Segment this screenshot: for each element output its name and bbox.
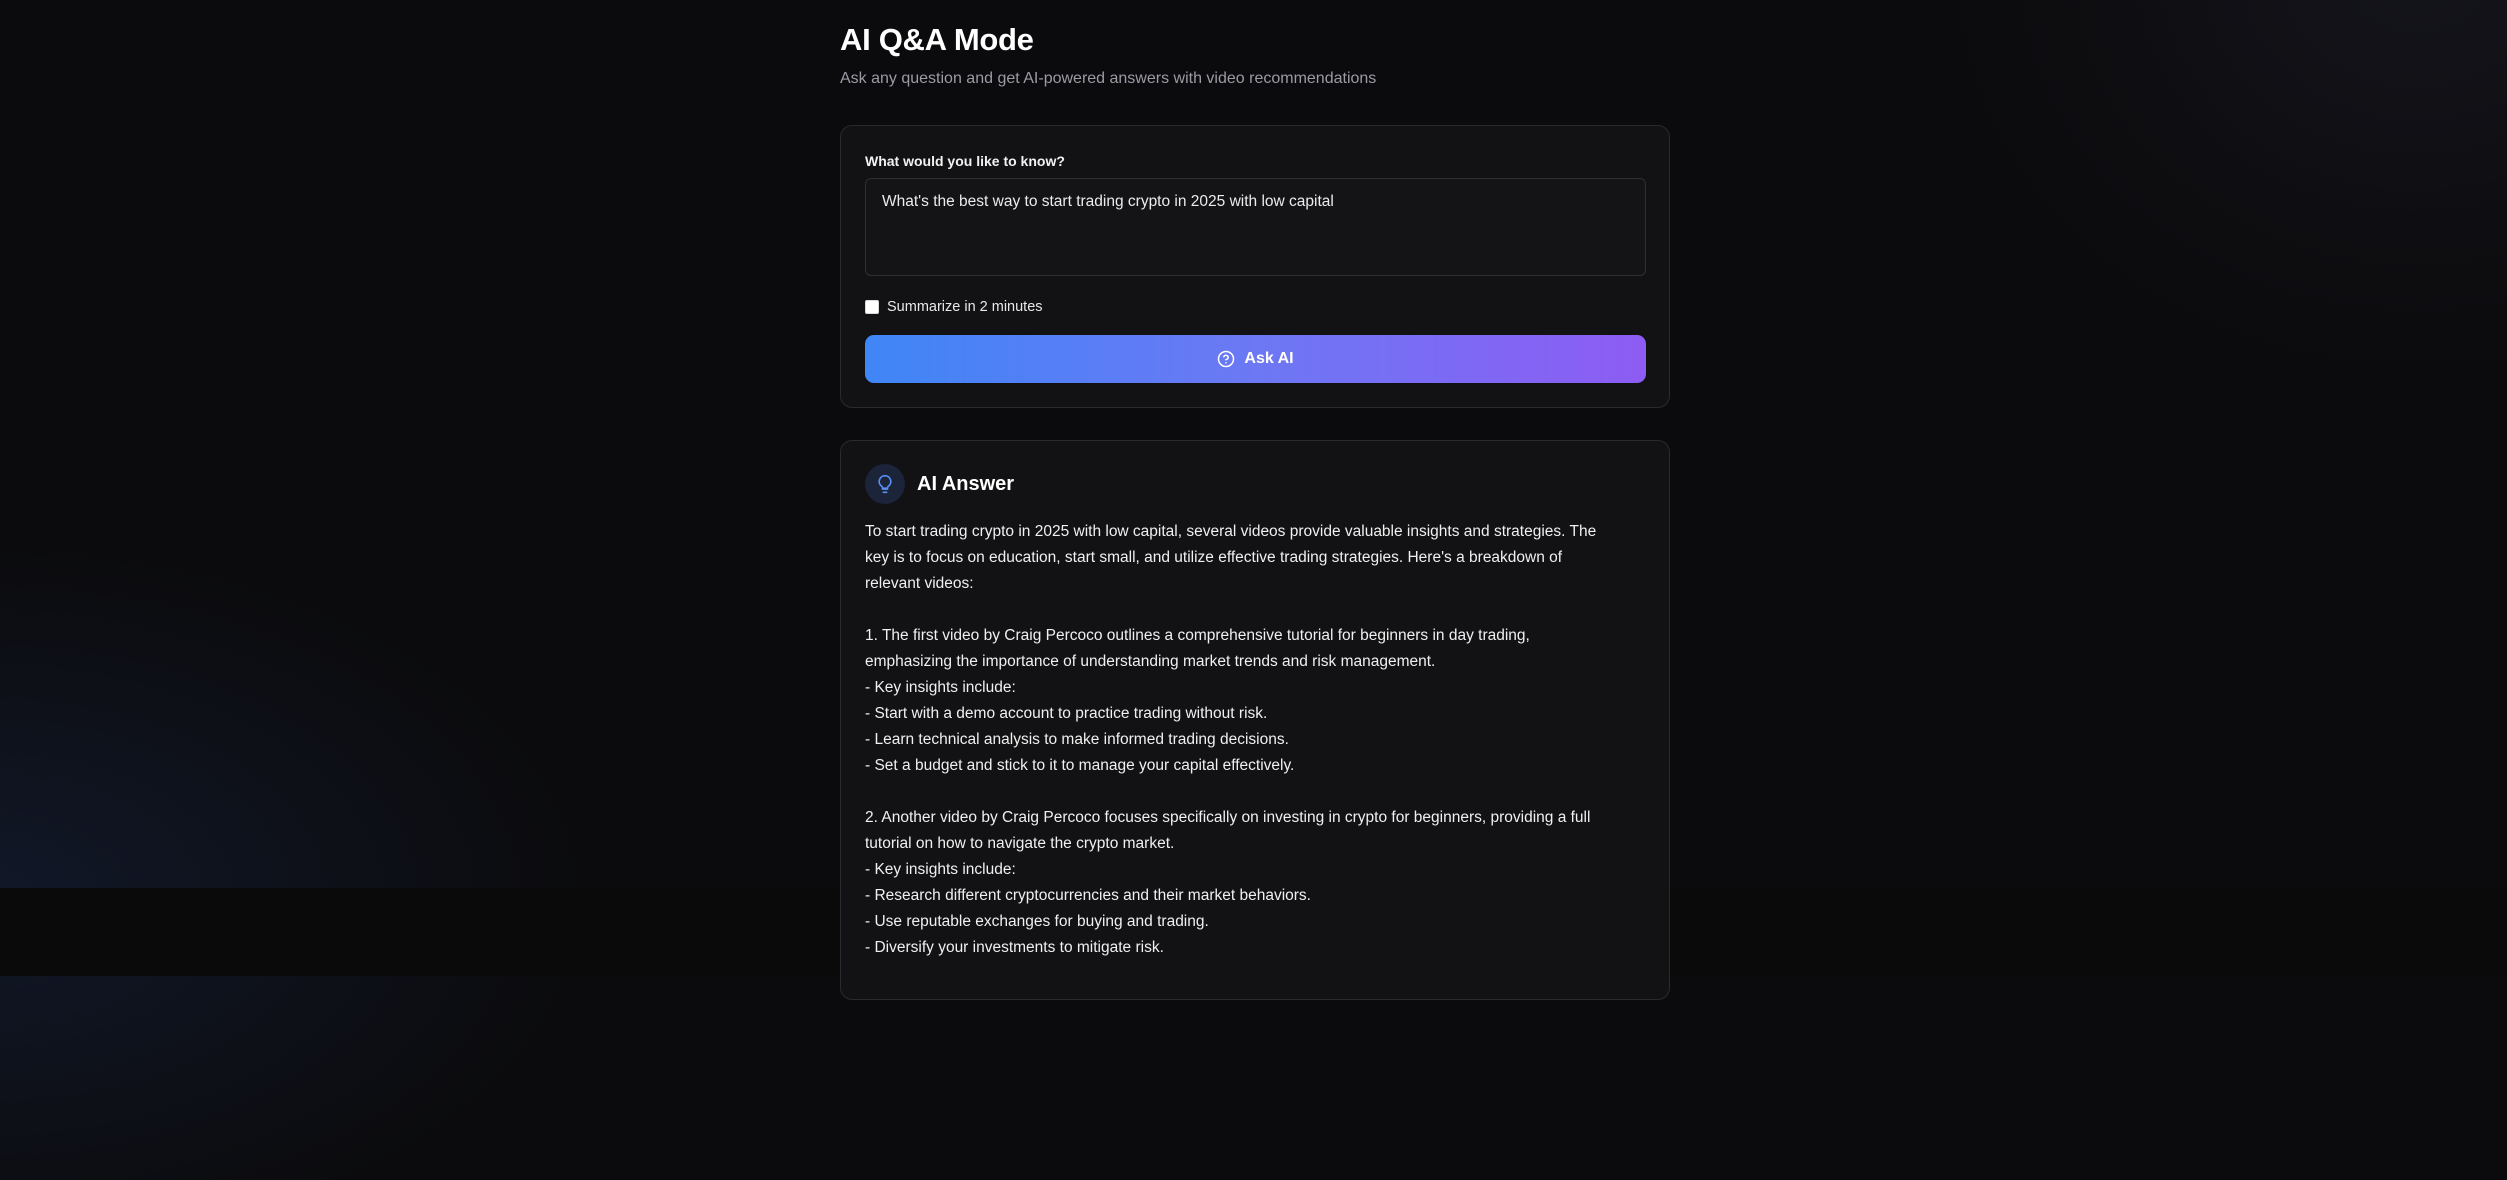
ask-card: [840, 125, 1670, 408]
answer-line: [865, 779, 1650, 805]
answer-line: - Learn technical analysis to make informed trading decisions.: [865, 731, 1289, 748]
answer-line: - Diversify your investments to mitigate risk.: [865, 939, 1164, 956]
question-input-value: What's the best way to start trading crypto in 2025 with low capital: [882, 193, 1334, 210]
answer-line: - Research different cryptocurrencies and their market behaviors.: [865, 887, 1311, 904]
answer-text: [865, 519, 1650, 961]
answer-line: relevant videos:: [865, 575, 974, 592]
answer-line: - Key insights include:: [865, 861, 1016, 878]
page-title: AI Q&A Mode: [840, 22, 1034, 57]
summarize-label[interactable]: Summarize in 2 minutes: [887, 299, 1043, 315]
page-subtitle: Ask any question and get AI-powered answers with video recommendations: [840, 70, 1377, 87]
lightbulb-icon: [875, 474, 895, 494]
answer-line: - Key insights include:: [865, 679, 1016, 696]
answer-line: - Start with a demo account to practice trading without risk.: [865, 705, 1268, 722]
question-input[interactable]: [865, 178, 1646, 276]
summarize-option[interactable]: [865, 299, 1043, 315]
ask-ai-button[interactable]: [865, 335, 1646, 383]
help-circle-icon: [1217, 350, 1235, 368]
answer-icon-badge: [865, 464, 905, 504]
question-label: What would you like to know?: [865, 153, 1065, 169]
summarize-checkbox[interactable]: [865, 300, 879, 314]
answer-line: - Set a budget and stick to it to manage your capital effectively.: [865, 757, 1295, 774]
answer-line: [865, 597, 1650, 623]
answer-header: [865, 464, 1014, 504]
answer-line: To start trading crypto in 2025 with low capital, several videos provide valuable insights and strategies. The: [865, 523, 1597, 540]
answer-line: tutorial on how to navigate the crypto market.: [865, 835, 1175, 852]
answer-line: 2. Another video by Craig Percoco focuses specifically on investing in crypto for beginners, providing a full: [865, 809, 1591, 826]
answer-line: - Use reputable exchanges for buying and trading.: [865, 913, 1209, 930]
background-glow: [1857, 0, 2507, 450]
answer-title: AI Answer: [917, 472, 1015, 495]
ask-ai-button-label: Ask AI: [1244, 350, 1294, 367]
answer-line: 1. The first video by Craig Percoco outlines a comprehensive tutorial for beginners in day trading,: [865, 627, 1530, 644]
answer-card: [840, 440, 1670, 1000]
answer-line: emphasizing the importance of understanding market trends and risk management.: [865, 653, 1436, 670]
background-glow: [0, 480, 700, 1180]
answer-line: key is to focus on education, start small, and utilize effective trading strategies. Here's a breakdown of: [865, 549, 1563, 566]
